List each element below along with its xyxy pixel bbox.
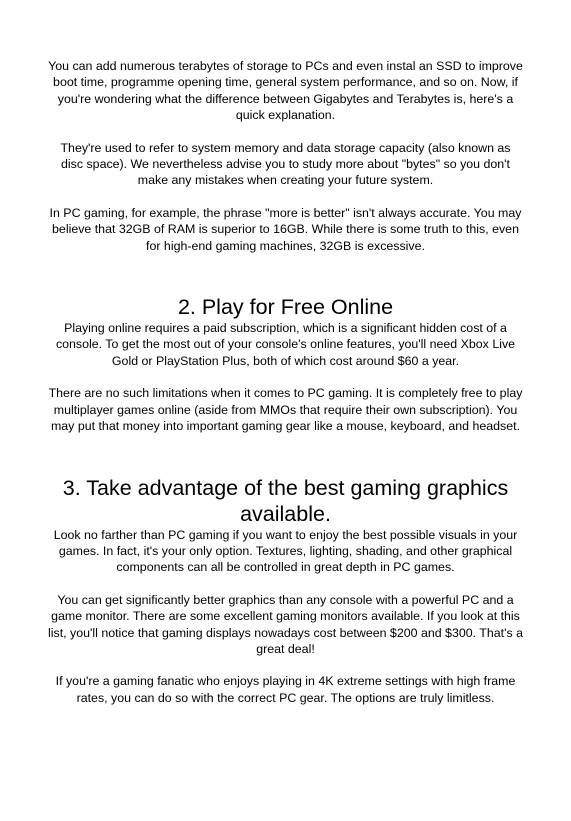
- section-best-graphics: [48, 475, 523, 707]
- section-2-paragraph-1: Playing online requires a paid subscription, which is a significant hidden cost of a console. To get the most out of your console's online features, you'll need Xbox Live Gold or PlayStation Plus, both of which cost around $60 a year.: [55, 321, 516, 368]
- section-3-heading: 3. Take advantage of the best gaming graphics available.: [62, 475, 509, 526]
- section-2-heading: 2. Play for Free Online: [177, 295, 394, 320]
- section-3-paragraph-2: You can get significantly better graphics than any console with a powerful PC and a game monitor. There are some excellent gaming monitors available. If you look at this list, you'll notice that gaming displays nowadays cost between $200 and $300. That's a great deal!: [48, 592, 523, 656]
- intro-paragraph-3: In PC gaming, for example, the phrase "more is better" isn't always accurate. You may believe that 32GB of RAM is superior to 16GB. While there is some truth to this, even for high-end gaming machines, 32GB is excessive.: [49, 205, 522, 253]
- section-play-free-online: [48, 294, 523, 434]
- intro-paragraph-2: They're used to refer to system memory and data storage capacity (also known as disc space). We nevertheless advise you to study more about "bytes" so you don't make any mistakes when creating your future system.: [60, 140, 511, 188]
- section-3-paragraph-1: Look no farther than PC gaming if you want to enjoy the best possible visuals in your games. In fact, it's your only option. Textures, lighting, shading, and other graphical components can all be controlled in great depth in PC games.: [53, 527, 518, 575]
- intro-section: [48, 58, 523, 254]
- intro-paragraph-1: You can add numerous terabytes of storage to PCs and even instal an SSD to improve boot time, programme opening time, general system performance, and so on. Now, if you're wondering what the difference between Gigabytes and Terabytes is, here's a quick explanation.: [48, 59, 523, 123]
- section-3-paragraph-3: If you're a gaming fanatic who enjoys playing in 4K extreme settings with high frame rates, you can do so with the correct PC gear. The options are truly limitless.: [55, 674, 516, 705]
- section-2-paragraph-2: There are no such limitations when it comes to PC gaming. It is completely free to play multiplayer games online (aside from MMOs that require their own subscription). You may put that money into important gaming gear like a mouse, keyboard, and headset.: [48, 386, 523, 434]
